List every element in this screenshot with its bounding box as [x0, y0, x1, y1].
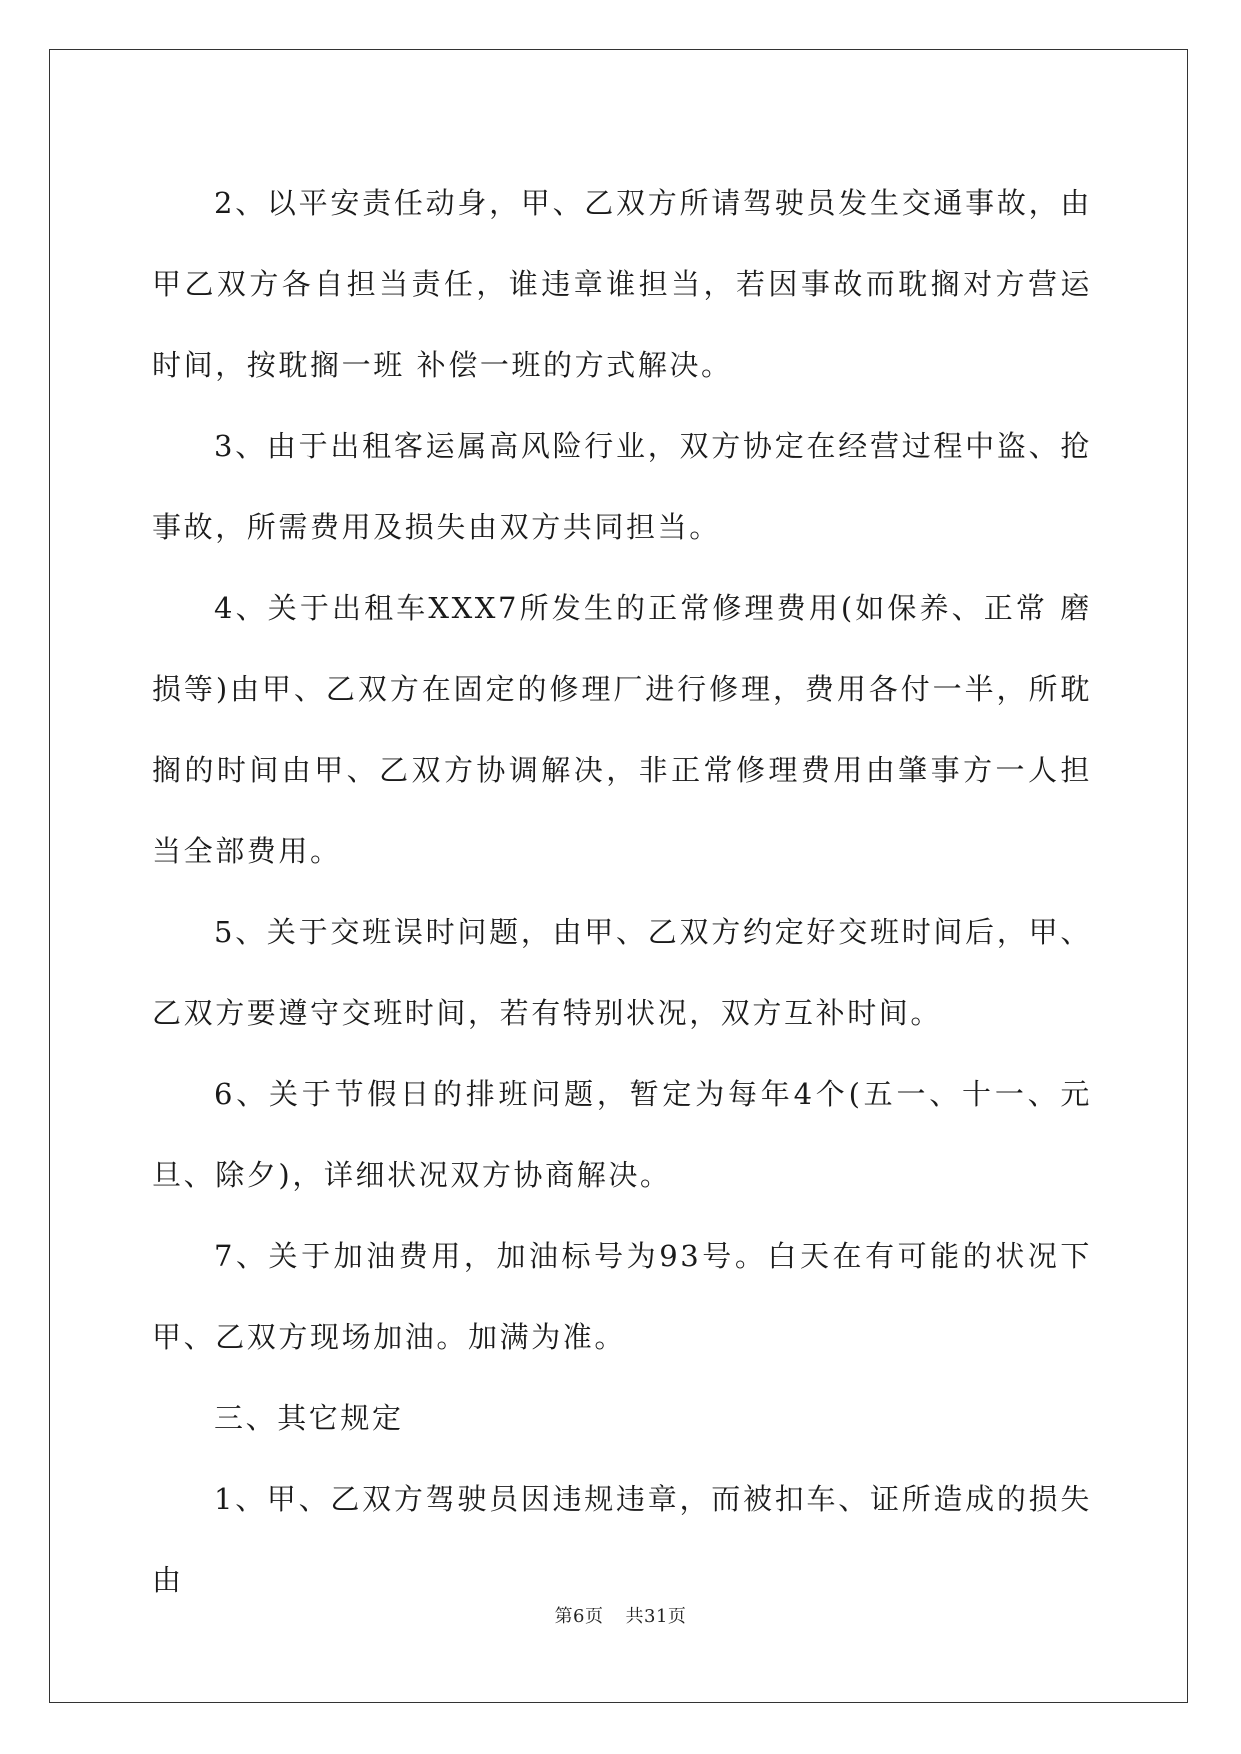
page-footer [0, 1602, 1241, 1628]
section-heading: 三、其它规定 [214, 1401, 404, 1435]
paragraph-6: 6、关于节假日的排班问题，暂定为每年4个(五一、十一、元旦、除夕)，详细状况双方协商解决。 [152, 1077, 1092, 1192]
paragraph-4: 4、关于出租车XXX7所发生的正常修理费用(如保养、正常 磨损等)由甲、乙双方在固定的修理厂进行修理，费用各付一半，所耽搁的时间由甲、乙双方协调解决，非正常修理费用由肇事方一人担当全部费用。 [152, 591, 1092, 868]
page-number-current: 第6页 [554, 1606, 604, 1627]
paragraph-3: 3、由于出租客运属高风险行业，双方协定在经营过程中盗、抢事故，所需费用及损失由双方共同担当。 [152, 429, 1092, 544]
paragraph-other-1: 1、甲、乙双方驾驶员因违规违章，而被扣车、证所造成的损失由 [152, 1482, 1092, 1597]
page-number-total: 共31页 [625, 1606, 687, 1627]
paragraph-7: 7、关于加油费用，加油标号为93号。白天在有可能的状况下甲、乙双方现场加油。加满为准。 [152, 1239, 1092, 1354]
document-body [152, 163, 1092, 1621]
paragraph-2: 2、以平安责任动身，甲、乙双方所请驾驶员发生交通事故，由甲乙双方各自担当责任，谁违章谁担当，若因事故而耽搁对方营运时间，按耽搁一班 补偿一班的方式解决。 [152, 186, 1092, 382]
paragraph-5: 5、关于交班误时问题，由甲、乙双方约定好交班时间后，甲、乙双方要遵守交班时间，若有特别状况，双方互补时间。 [152, 915, 1092, 1030]
